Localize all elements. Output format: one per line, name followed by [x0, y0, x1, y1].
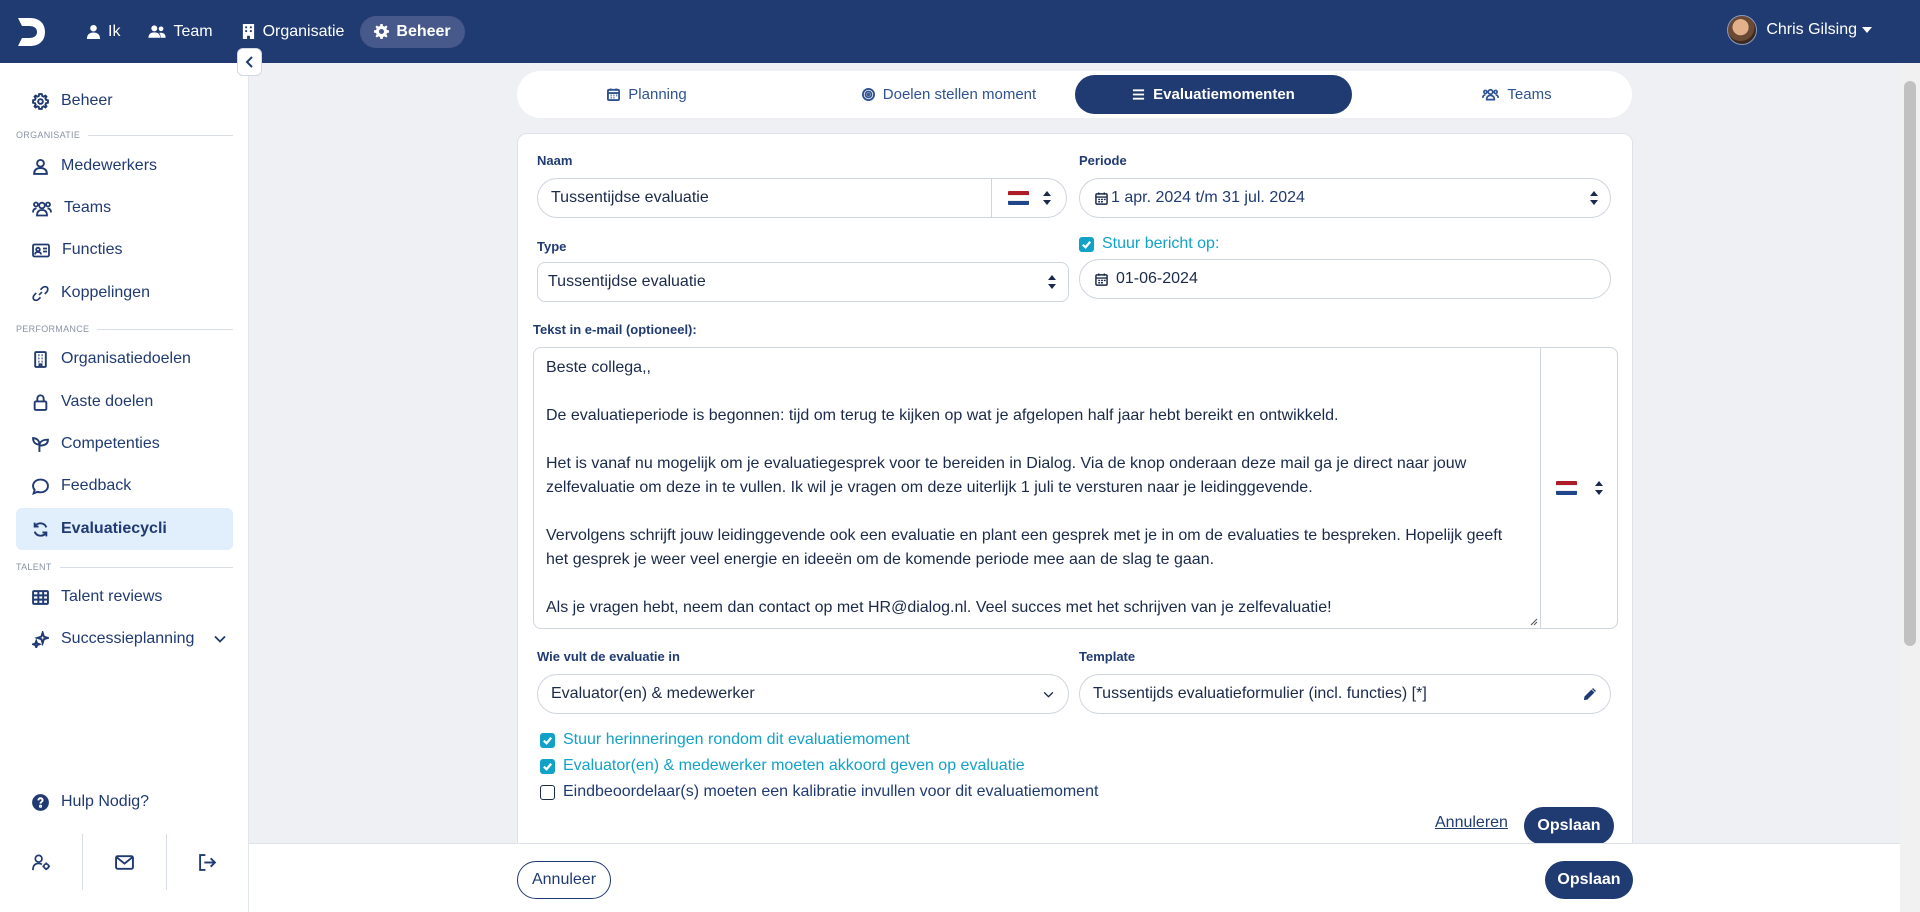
- section-organisatie: [16, 130, 233, 140]
- chevron-left-icon: [245, 56, 255, 68]
- stuur-bericht-label: Stuur bericht op:: [1102, 235, 1220, 252]
- sidebar-item-successieplanning[interactable]: [16, 618, 233, 660]
- tab-planning-label: Planning: [628, 86, 687, 103]
- sidebar-item-beheer-label: Beheer: [61, 92, 113, 109]
- bars-icon: [1132, 88, 1145, 101]
- tab-evaluatiemomenten[interactable]: [1075, 75, 1352, 114]
- avatar: [1727, 15, 1757, 45]
- sidebar-item-evaluatiecycli[interactable]: [16, 508, 233, 550]
- evaluation-moment-form: [517, 133, 1633, 853]
- naam-language-select[interactable]: [991, 179, 1066, 217]
- user-settings-button[interactable]: [0, 834, 83, 890]
- sidebar-item-evaluatiecycli-label: Evaluatiecycli: [61, 520, 167, 537]
- page-scrollbar[interactable]: [1900, 63, 1920, 912]
- nav-ik[interactable]: [74, 16, 132, 48]
- sidebar-item-beheer[interactable]: [16, 80, 233, 122]
- nav-team[interactable]: [136, 16, 224, 48]
- nav-beheer[interactable]: [360, 16, 464, 48]
- nav-organisatie[interactable]: [229, 16, 357, 48]
- sidebar-item-functies[interactable]: [16, 229, 233, 271]
- section-performance-label: PERFORMANCE: [16, 324, 90, 334]
- logout-button[interactable]: [167, 834, 249, 890]
- section-talent: [16, 562, 233, 572]
- user-gear-icon: [32, 853, 51, 872]
- refresh-icon: [32, 521, 49, 538]
- calendar-icon: [607, 88, 620, 101]
- email-line: [546, 500, 1528, 524]
- type-value: Tussentijdse evaluatie: [548, 273, 706, 290]
- building-icon: [32, 351, 49, 368]
- email-line: Het is vanaf nu mogelijk om je evaluatiegesprek voor te bereiden in Dialog. Via de knop onderaan deze mail ga je direct naar jouw zelfevaluatie om deze in te vullen. Ik wil je vragen om deze uiterlijk 1 juli te versturen naar je leidinggevende.: [546, 455, 1467, 496]
- template-select[interactable]: [1079, 674, 1611, 714]
- pencil-icon[interactable]: [1582, 686, 1598, 702]
- stuur-bericht-checkbox[interactable]: [1079, 235, 1219, 253]
- sidebar-item-teams[interactable]: [16, 187, 233, 229]
- gear-icon: [374, 24, 389, 39]
- checkbox-checked-icon: [540, 759, 555, 774]
- email-line: Beste collega,,: [546, 359, 651, 376]
- naam-label: Naam: [537, 153, 573, 168]
- sidebar-item-hulp[interactable]: [16, 781, 233, 823]
- sidebar-item-vaste-doelen-label: Vaste doelen: [61, 393, 154, 410]
- sidebar-item-feedback[interactable]: [16, 465, 233, 507]
- email-text-editor: [533, 347, 1618, 629]
- sidebar-item-feedback-label: Feedback: [61, 477, 132, 494]
- wie-vult-value: Evaluator(en) & medewerker: [551, 685, 755, 702]
- envelope-icon: [115, 853, 134, 872]
- periode-value: 1 apr. 2024 t/m 31 jul. 2024: [1111, 189, 1305, 206]
- herinneringen-label: Stuur herinneringen rondom dit evaluatiemoment: [563, 731, 910, 748]
- sort-arrows-icon: [1595, 481, 1603, 495]
- user-icon: [86, 24, 101, 39]
- nav-beheer-label: Beheer: [396, 22, 451, 40]
- sort-arrows-icon: [1043, 191, 1051, 205]
- sidebar-item-talent-reviews-label: Talent reviews: [61, 588, 163, 605]
- calendar-icon: [1095, 192, 1108, 205]
- building-icon: [241, 24, 256, 39]
- link-icon: [32, 285, 49, 302]
- sidebar-bottom-actions: [0, 834, 249, 890]
- message-bubble-icon: [32, 478, 49, 495]
- section-performance: [16, 324, 233, 334]
- naam-field[interactable]: [537, 178, 1067, 218]
- nav-organisatie-label: Organisatie: [262, 22, 345, 40]
- target-icon: [862, 88, 875, 101]
- sparkles-icon: [32, 631, 49, 648]
- tab-teams[interactable]: [1447, 75, 1587, 114]
- resize-handle-icon[interactable]: [1528, 616, 1538, 626]
- herinneringen-checkbox[interactable]: [540, 731, 910, 749]
- users-icon: [32, 200, 52, 217]
- top-navigation-bar: [0, 0, 1920, 63]
- stuur-bericht-date-input[interactable]: [1079, 259, 1611, 299]
- sidebar-collapse-button[interactable]: [237, 48, 262, 76]
- sidebar-item-medewerkers[interactable]: [16, 145, 233, 187]
- email-text-label: Tekst in e-mail (optioneel):: [533, 322, 697, 337]
- help-circle-icon: [32, 794, 49, 811]
- periode-select[interactable]: [1079, 178, 1611, 218]
- sidebar: [0, 63, 249, 912]
- chevron-down-icon: [1043, 691, 1054, 698]
- sidebar-item-organisatiedoelen-label: Organisatiedoelen: [61, 350, 191, 367]
- email-line: De evaluatieperiode is begonnen: tijd om terug te kijken op wat je afgelopen half jaar hebt bereikt en ontwikkeld.: [546, 407, 1339, 424]
- kalibratie-label: Eindbeoordelaar(s) moeten een kalibratie invullen voor dit evaluatiemoment: [563, 783, 1099, 800]
- checkbox-unchecked-icon: [540, 785, 555, 800]
- opslaan-button[interactable]: Opslaan: [1545, 861, 1633, 899]
- sort-arrows-icon: [1048, 275, 1056, 289]
- form-opslaan-button[interactable]: Opslaan: [1524, 807, 1614, 845]
- mail-button[interactable]: [83, 834, 166, 890]
- sidebar-item-talent-reviews[interactable]: [16, 576, 233, 618]
- kalibratie-checkbox[interactable]: [540, 783, 1098, 801]
- user-menu[interactable]: [1727, 15, 1872, 45]
- checkbox-checked-icon: [1079, 237, 1094, 252]
- sort-arrows-icon: [1590, 191, 1598, 205]
- scrollbar-thumb[interactable]: [1904, 81, 1916, 646]
- dutch-flag-icon: [1556, 481, 1577, 495]
- calendar-icon: [1095, 273, 1108, 286]
- page-footer: [249, 843, 1900, 912]
- type-label: Type: [537, 239, 567, 254]
- email-line: [546, 428, 1528, 452]
- sidebar-item-functies-label: Functies: [62, 241, 123, 258]
- akkoord-checkbox[interactable]: [540, 757, 1025, 775]
- cycle-tabs: [517, 71, 1632, 118]
- dutch-flag-icon: [1008, 191, 1029, 205]
- nav-team-label: Team: [173, 22, 213, 40]
- sidebar-item-organisatiedoelen[interactable]: [16, 338, 233, 380]
- lock-icon: [32, 394, 49, 411]
- annuleren-link[interactable]: Annuleren: [1435, 814, 1508, 831]
- periode-label: Periode: [1079, 153, 1127, 168]
- sidebar-item-medewerkers-label: Medewerkers: [61, 157, 158, 174]
- logout-icon: [198, 853, 217, 872]
- wie-vult-label: Wie vult de evaluatie in: [537, 649, 680, 664]
- sidebar-item-competenties[interactable]: [16, 423, 233, 465]
- user-icon: [32, 158, 49, 175]
- seedling-icon: [32, 436, 49, 453]
- tab-teams-label: Teams: [1507, 86, 1552, 103]
- sidebar-item-koppelingen-label: Koppelingen: [61, 284, 150, 301]
- sidebar-item-vaste-doelen[interactable]: [16, 381, 233, 423]
- email-line: [546, 380, 1528, 404]
- email-line: Als je vragen hebt, neem dan contact op met HR@dialog.nl. Veel succes met het schrijven van je zelfevaluatie!: [546, 599, 1332, 616]
- stuur-bericht-date: 01-06-2024: [1116, 270, 1198, 287]
- caret-down-icon: [1862, 27, 1872, 33]
- checkbox-checked-icon: [540, 733, 555, 748]
- user-name: Chris Gilsing: [1766, 21, 1857, 38]
- dialog-logo-icon[interactable]: [16, 16, 46, 48]
- id-card-icon: [32, 242, 50, 259]
- akkoord-label: Evaluator(en) & medewerker moeten akkoord geven op evaluatie: [563, 757, 1025, 774]
- tab-doelen-stellen[interactable]: [839, 75, 1059, 114]
- email-line: Vervolgens schrijft jouw leidinggevende ook een evaluatie en plant een gesprek met je in om de evaluaties te bespreken. Hopelijk geeft het gesprek je weer veel energie en ideeën om de komende periode mee aan de slag te gaan.: [546, 527, 1503, 568]
- template-label: Template: [1079, 649, 1136, 664]
- tab-planning[interactable]: [577, 75, 717, 114]
- email-language-select[interactable]: [1541, 348, 1617, 628]
- users-icon: [1482, 88, 1499, 101]
- section-talent-label: TALENT: [16, 562, 52, 572]
- users-icon: [148, 24, 166, 39]
- email-line: [546, 572, 1528, 596]
- nav-ik-label: Ik: [108, 22, 121, 40]
- chevron-down-icon: [214, 635, 226, 643]
- sidebar-item-hulp-label: Hulp Nodig?: [61, 793, 150, 810]
- template-value: Tussentijds evaluatieformulier (incl. functies) [*]: [1093, 685, 1427, 702]
- gear-icon: [32, 93, 49, 110]
- type-select[interactable]: [537, 262, 1069, 302]
- wie-vult-select[interactable]: [537, 674, 1069, 714]
- email-textarea[interactable]: [534, 348, 1541, 628]
- grid-icon: [32, 589, 49, 606]
- sidebar-item-teams-label: Teams: [64, 199, 112, 216]
- annuleer-button[interactable]: Annuleer: [517, 861, 611, 899]
- sidebar-item-competenties-label: Competenties: [61, 435, 160, 452]
- section-organisatie-label: ORGANISATIE: [16, 130, 81, 140]
- tab-evaluatiemomenten-label: Evaluatiemomenten: [1153, 86, 1295, 103]
- sidebar-item-successieplanning-label: Successieplanning: [61, 630, 195, 647]
- sidebar-item-koppelingen[interactable]: [16, 272, 233, 314]
- naam-input[interactable]: Tussentijdse evaluatie: [551, 189, 709, 206]
- tab-doelen-stellen-label: Doelen stellen moment: [882, 86, 1037, 103]
